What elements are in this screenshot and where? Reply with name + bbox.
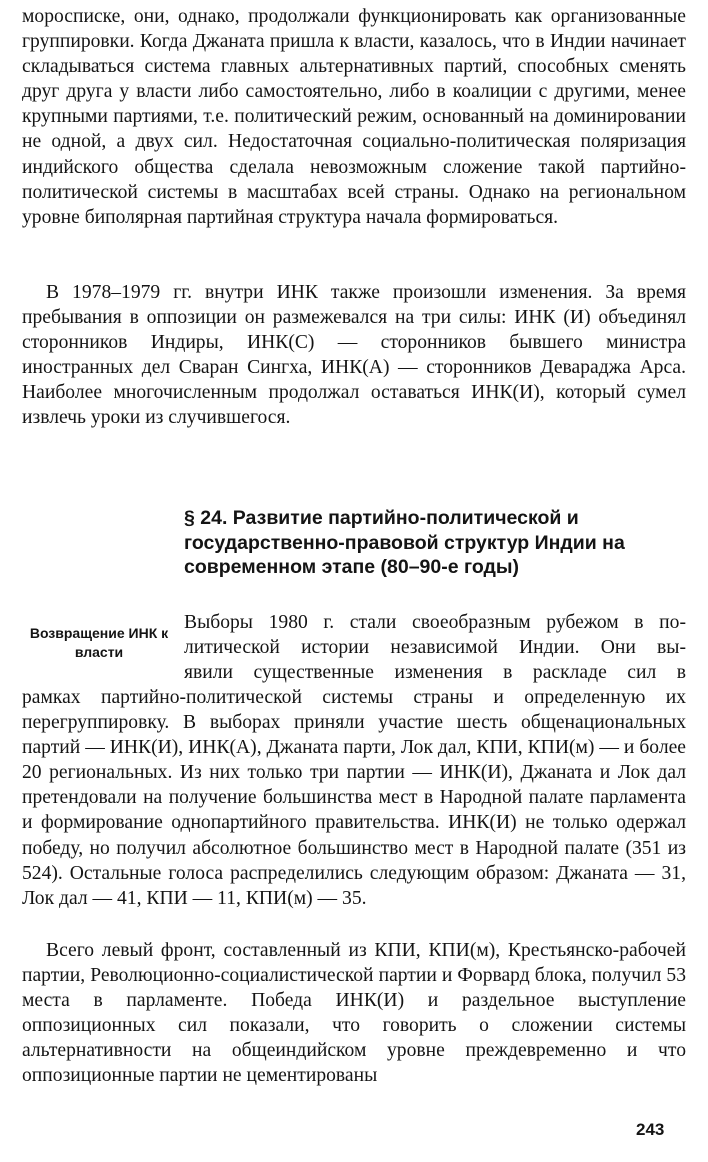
page-number: 243 xyxy=(636,1120,665,1139)
text-line: Выборы 1980 г. стали своеобразным рубежом в по- xyxy=(184,612,686,633)
margin-note: Возвращение ИНК к власти xyxy=(29,625,169,660)
paragraph-elections-1980-start xyxy=(184,610,686,685)
paragraph-bipolar-system: моросписке, они, однако, продолжали функционировать как организованные группировки. Когда Джаната пришла к власти, казалось, что в Индии начинает складываться система главных альтернативных партий, способных сменять друг друга у власти либо самостоятельно, либо в коалиции с другими, менее крупными партиями, т.е. политический режим, основанный на доминировании не одной, а двух сил. Недостаточная социально-политическая поляризация индийского общества сделала невозможным сложение такой партийно-политической системы в масштабах всей страны. Однако на региональном уровне биполярная партийная структура начала формироваться. xyxy=(22,6,686,228)
text-line: явили существенные изменения в раскладе сил в xyxy=(184,662,686,684)
text-line: литической истории независимой Индии. Они вы- xyxy=(184,637,686,659)
section-heading: § 24. Развитие партийно-политической и государственно-правовой структур Индии на современном этапе (80–90-е годы) xyxy=(184,507,625,578)
paragraph-elections-1980: рамках партийно-политической системы страны и определенную их перегруппировку. В выборах приняли участие шесть общенациональных партий — ИНК(И), ИНК(А), Джаната парти, Лок дал, КПИ, КПИ(м) — и более 20 региональных. Из них только три партии — ИНК(И), Джаната и Лок дал претендовали на получение большинства мест в Народной палате парламента и формирование однопартийного правительства. ИНК(И) не только одержал победу, но получил абсолютное большинство мест в Народной палате (351 из 524). Остальные голоса распределились следующим образом: Джаната — 31, Лок дал — 41, КПИ — 11, КПИ(м) — 35. xyxy=(22,687,686,909)
paragraph-left-front: Всего левый фронт, составленный из КПИ, КПИ(м), Крестьянско-рабочей партии, Революционно-социалистической партии и Форвард блока, получил 53 места в парламенте. Победа ИНК(И) и раздельное выступление оппозиционных сил показали, что говорить о сложении системы альтернативности на общеиндийском уровне преждевременно и что оппозиционные партии не цементированы xyxy=(22,940,686,1087)
paragraph-ink-split: В 1978–1979 гг. внутри ИНК также произошли изменения. За время пребывания в оппозиции он размежевался на три силы: ИНК (И) объединял сторонников Индиры, ИНК(С) — сторонников бывшего министра иностранных дел Сваран Сингха, ИНК(А) — сторонников Девараджа Арса. Наиболее многочисленным продолжал оставаться ИНК(И), который сумел извлечь уроки из случившегося. xyxy=(22,282,686,429)
